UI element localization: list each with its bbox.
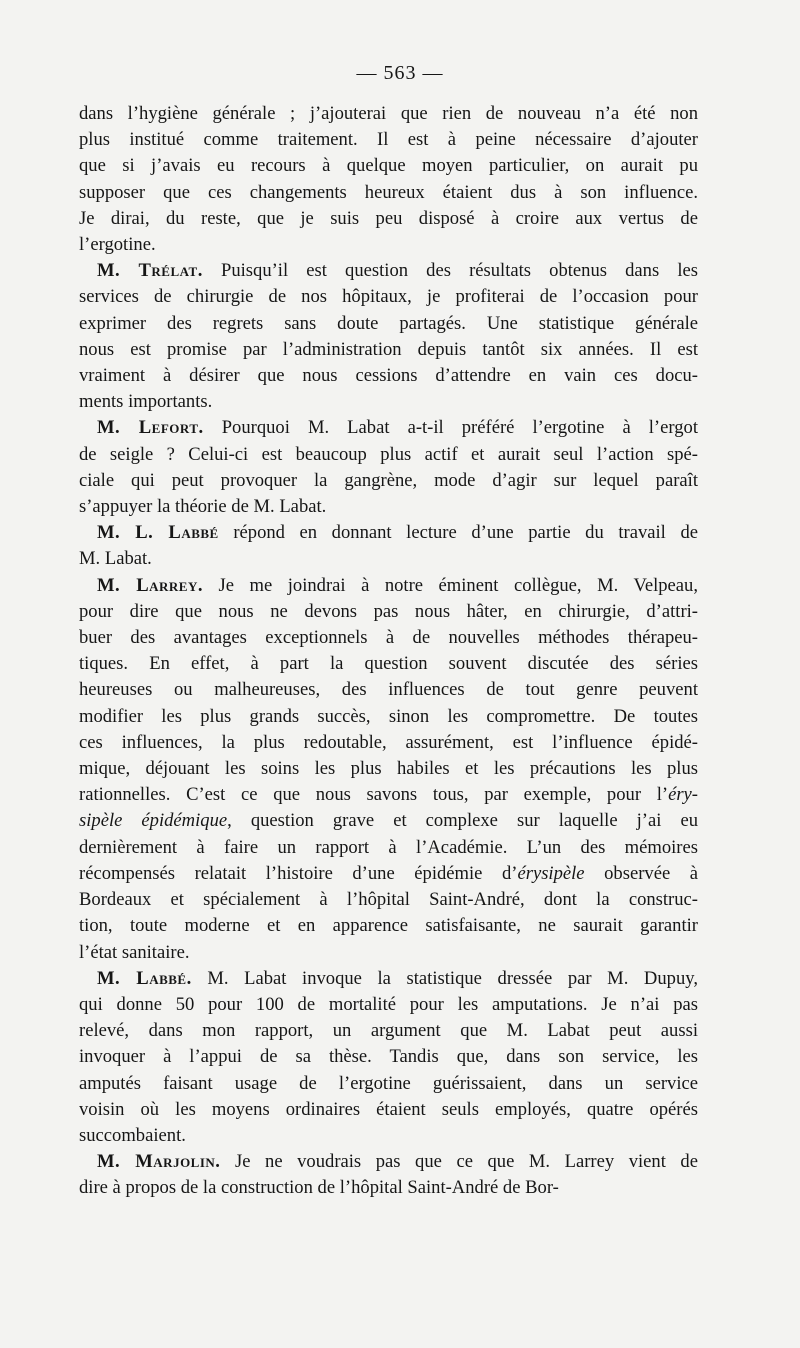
text-line: dernièrement à faire un rapport à l’Académie. L’un des mémoires [79, 836, 698, 858]
speaker-name: M. Marjolin. [97, 1151, 221, 1173]
text-line: supposer que ces changements heureux étaient dus à son influence. [79, 181, 698, 203]
speaker-name: M. Labbé. [97, 967, 192, 989]
text-line [79, 966, 698, 992]
text-line: plus institué comme traitement. Il est à peine nécessaire d’ajouter [79, 129, 698, 151]
text-line: exprimer des regrets sans doute partagés. Une statistique générale [79, 312, 698, 334]
line-text: M. Labat invoque la statistique dressée par M. Dupuy, [207, 967, 698, 989]
text-line: de seigle ? Celui-ci est beaucoup plus actif et aurait seul l’action spé- [79, 443, 698, 465]
speaker-name: M. Larrey. [97, 574, 203, 596]
line-text: Je me joindrai à notre éminent collègue, M. Velpeau, [218, 574, 698, 596]
text-line [79, 573, 698, 599]
text-line: modifier les plus grands succès, sinon les compromettre. De toutes [79, 705, 698, 727]
text-line [79, 258, 698, 284]
line-text: Je ne voudrais pas que ce que M. Larrey vient de [235, 1151, 698, 1173]
text-line: tiques. En effet, à part la question souvent discutée des séries [79, 653, 698, 675]
speaker-name: M. L. Labbé [97, 522, 219, 544]
text-line: tion, toute moderne et en apparence satisfaisante, ne saurait garantir [79, 915, 698, 937]
text-line [79, 415, 698, 441]
paragraph [79, 258, 698, 415]
paragraph [79, 1149, 698, 1201]
line-text: Pourquoi M. Labat a-t-il préféré l’ergotine à l’ergot [221, 417, 698, 439]
text-line: amputés faisant usage de l’ergotine guérissaient, dans un service [79, 1072, 698, 1094]
paragraph [79, 415, 698, 520]
text-line: Je dirai, du reste, que je suis peu disposé à croire aux vertus de [79, 207, 698, 229]
text-line: pour dire que nous ne devons pas nous hâter, en chirurgie, d’attri- [79, 600, 698, 622]
page-text-body [79, 101, 698, 1202]
text-line: qui donne 50 pour 100 de mortalité pour les amputations. Je n’ai pas [79, 993, 698, 1015]
line-text: Puisqu’il est question des résultats obtenus dans les [220, 260, 698, 282]
text-line: rationnelles. C’est ce que nous savons tous, par exemple, pour l’éry- [79, 784, 698, 806]
text-line: voisin où les moyens ordinaires étaient seuls employés, quatre opérés [79, 1098, 698, 1120]
text-line: ces influences, la plus redoutable, assurément, est l’influence épidé- [79, 731, 698, 753]
paragraph [79, 573, 698, 966]
speaker-name: M. Lefort. [97, 417, 204, 439]
text-line: sipèle épidémique, question grave et complexe sur laquelle j’ai eu [79, 810, 698, 832]
text-line: que si j’avais eu recours à quelque moyen particulier, on aurait pu [79, 155, 698, 177]
text-line: dans l’hygiène générale ; j’ajouterai que rien de nouveau n’a été non [79, 103, 698, 124]
text-line: services de chirurgie de nos hôpitaux, je profiterai de l’occasion pour [79, 286, 698, 308]
speaker-name: M. Trélat. [97, 260, 203, 282]
text-line: M. Labat. [79, 548, 152, 570]
page-number: — 563 — [356, 62, 444, 84]
text-line: s’appuyer la théorie de M. Labat. [79, 496, 327, 518]
text-line: invoquer à l’appui de sa thèse. Tandis que, dans son service, les [79, 1046, 698, 1068]
text-line: relevé, dans mon rapport, un argument que M. Labat peut aussi [79, 1020, 698, 1042]
text-line: Bordeaux et spécialement à l’hôpital Saint-André, dont la construc- [79, 889, 698, 911]
text-line: nous est promise par l’administration depuis tantôt six années. Il est [79, 338, 698, 360]
text-line: mique, déjouant les soins les plus habiles et les précautions les plus [79, 758, 698, 780]
text-line: l’ergotine. [79, 234, 156, 256]
paragraph [79, 101, 698, 258]
text-line [79, 520, 698, 546]
text-line: vraiment à désirer que nous cessions d’attendre en vain ces docu- [79, 365, 698, 387]
text-line: l’état sanitaire. [79, 941, 190, 963]
text-line: buer des avantages exceptionnels à de nouvelles méthodes thérapeu- [79, 627, 698, 649]
text-line: ciale qui peut provoquer la gangrène, mode d’agir sur lequel paraît [79, 469, 698, 491]
paragraph [79, 966, 698, 1149]
text-line: heureuses ou malheureuses, des influences de tout genre peuvent [79, 679, 698, 701]
line-text: répond en donnant lecture d’une partie du travail de [233, 522, 698, 544]
text-line: ments importants. [79, 391, 213, 413]
text-line: succombaient. [79, 1124, 186, 1146]
text-line: dire à propos de la construction de l’hôpital Saint-André de Bor- [79, 1177, 559, 1199]
text-line [79, 1149, 698, 1175]
paragraph [79, 520, 698, 572]
text-line: récompensés relatait l’histoire d’une épidémie d’érysipèle observée à [79, 862, 698, 884]
